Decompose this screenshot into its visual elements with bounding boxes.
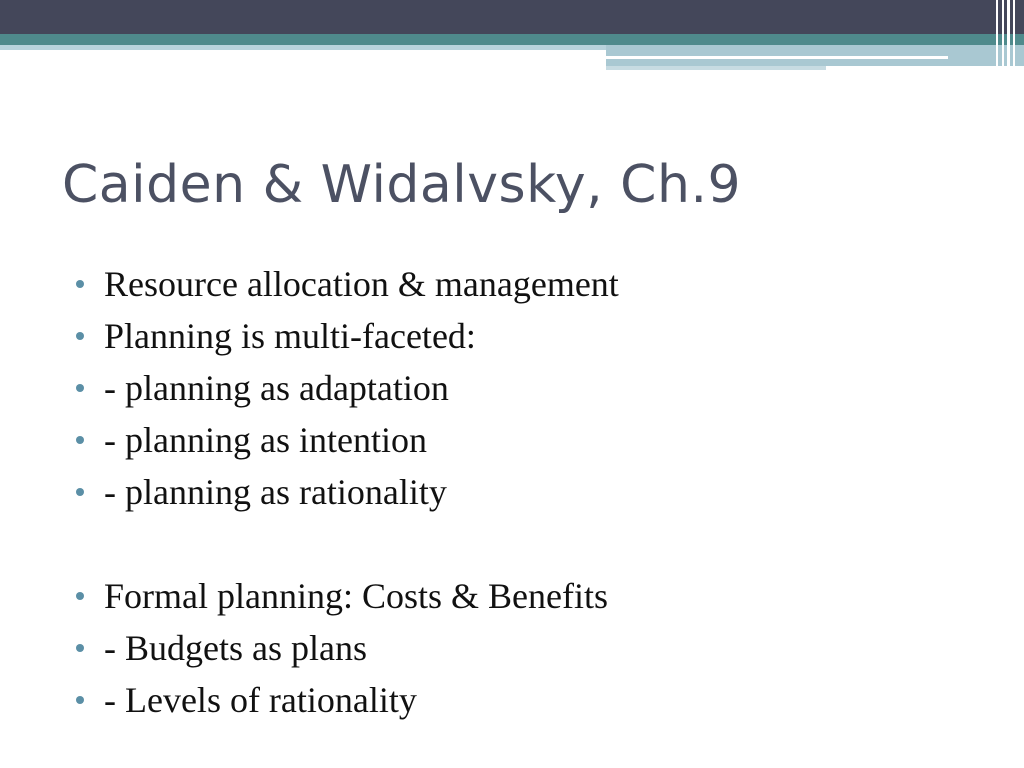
bullet-text: Formal planning: Costs & Benefits <box>104 576 608 616</box>
bullet-item <box>74 418 619 470</box>
vertical-stripe <box>996 0 998 68</box>
bullet-icon <box>76 280 84 288</box>
bullet-item <box>74 366 619 418</box>
bullet-text: - Budgets as plans <box>104 628 367 668</box>
header-accent-line <box>606 56 948 59</box>
bullet-item <box>74 262 619 314</box>
bullet-spacer <box>74 522 619 574</box>
header-band-teal <box>0 34 1024 45</box>
bullet-icon <box>76 644 84 652</box>
bullet-text: - planning as intention <box>104 420 427 460</box>
bullet-icon <box>76 332 84 340</box>
header-band-dark <box>0 0 1024 34</box>
header-band-light <box>0 45 606 50</box>
vertical-stripe <box>1002 0 1004 68</box>
bullet-text: - planning as adaptation <box>104 368 449 408</box>
bullet-text: Planning is multi-faceted: <box>104 316 476 356</box>
header-accent-strip <box>606 66 826 70</box>
bullet-text: - planning as rationality <box>104 472 447 512</box>
bullet-item <box>74 470 619 522</box>
bullet-icon <box>76 696 84 704</box>
bullet-icon <box>76 384 84 392</box>
bullet-text: Resource allocation & management <box>104 264 619 304</box>
slide-title: Caiden & Widalvsky, Ch.9 <box>62 155 742 215</box>
header-vertical-stripes <box>993 0 1024 68</box>
bullet-icon <box>76 436 84 444</box>
bullet-text: - Levels of rationality <box>104 680 417 720</box>
bullet-item <box>74 574 619 626</box>
bullet-item <box>74 678 619 730</box>
bullet-item <box>74 314 619 366</box>
vertical-stripe <box>1013 0 1015 68</box>
bullet-list <box>74 262 619 730</box>
bullet-icon <box>76 488 84 496</box>
bullet-item <box>74 626 619 678</box>
bullet-icon <box>76 592 84 600</box>
vertical-stripe <box>1007 0 1010 68</box>
